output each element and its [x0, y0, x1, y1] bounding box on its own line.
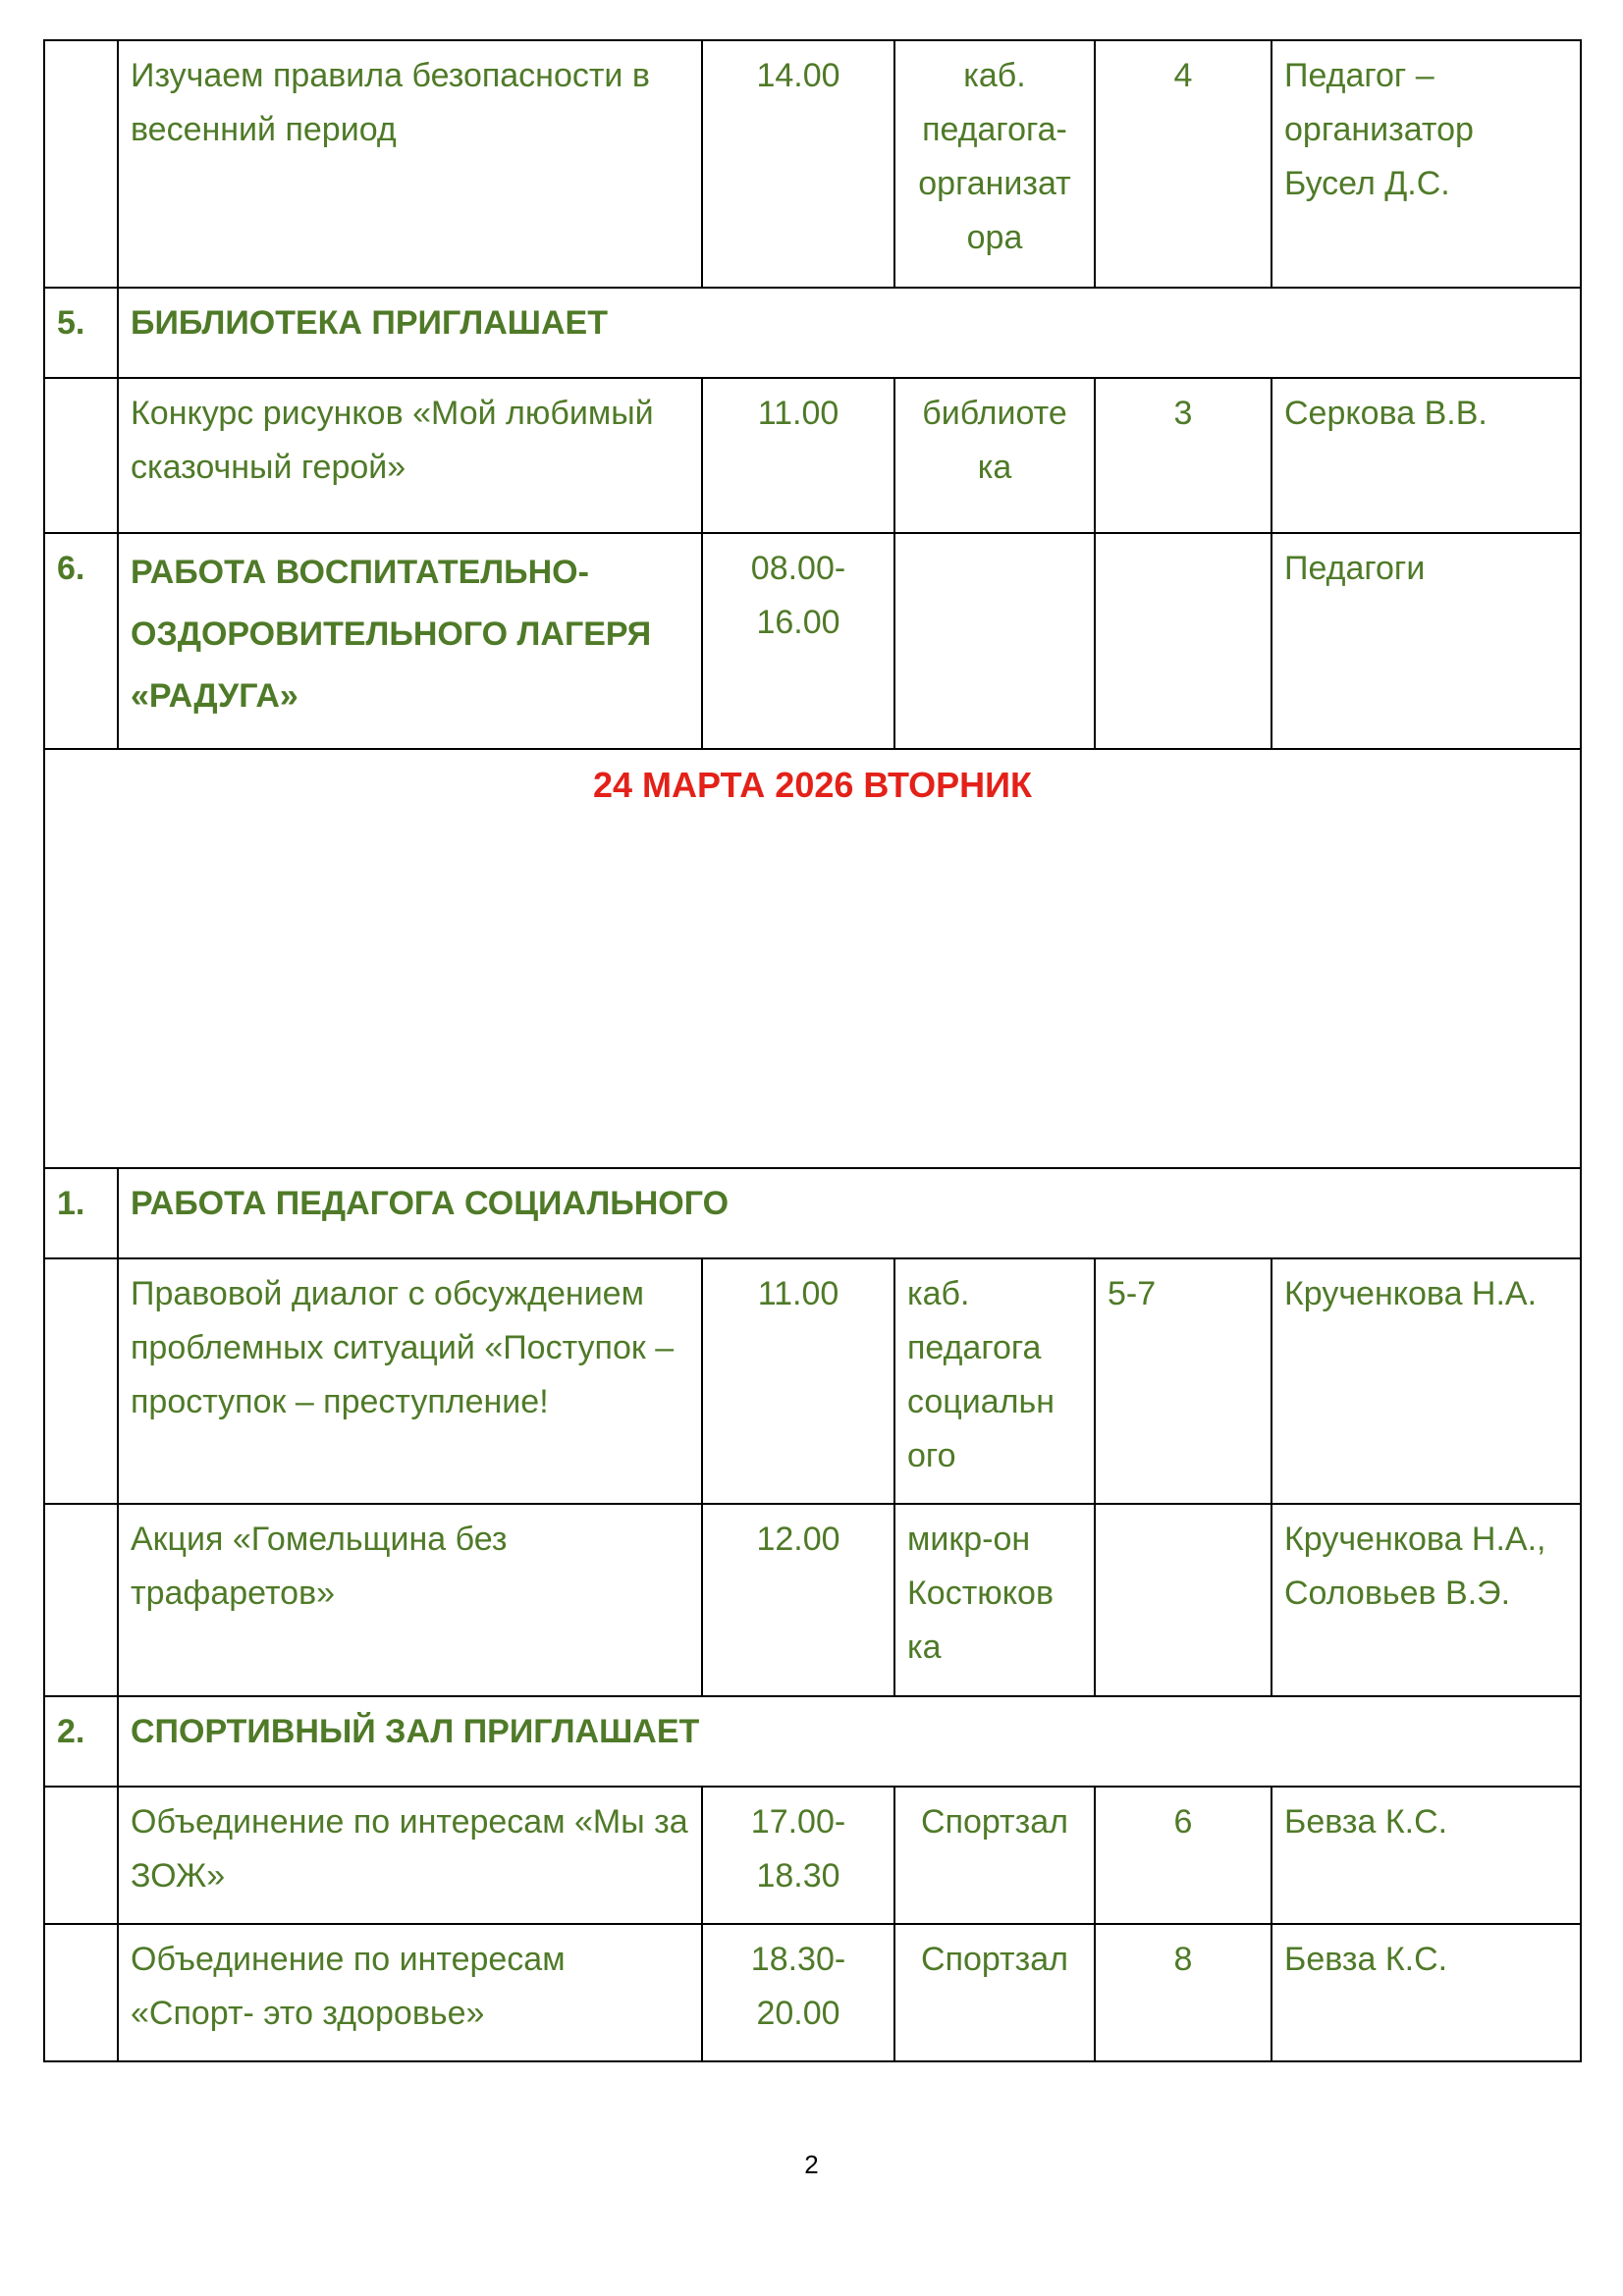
section-number: 6. [44, 533, 118, 749]
row-number-cell [44, 40, 118, 288]
event-cell: Конкурс рисунков «Мой любимый сказочный герой» [118, 378, 702, 533]
event-cell: Изучаем правила безопасности в весенний период [118, 40, 702, 288]
section-number: 2. [44, 1696, 118, 1787]
grade-cell: 6 [1095, 1787, 1271, 1924]
section-number: 5. [44, 288, 118, 378]
responsible-cell: Крученкова Н.А., Соловьев В.Э. [1271, 1504, 1581, 1696]
table-row [44, 378, 1581, 533]
responsible-cell: Педагоги [1271, 533, 1581, 749]
table-row [44, 1924, 1581, 2061]
page-number: 2 [804, 2150, 819, 2179]
time-cell: 17.00-18.30 [702, 1787, 894, 1924]
time-cell: 11.00 [702, 378, 894, 533]
event-cell: Объединение по интересам «Спорт- это здоровье» [118, 1924, 702, 2061]
section-title: РАБОТА ПЕДАГОГА СОЦИАЛЬНОГО [118, 1168, 1581, 1258]
table-row [44, 1258, 1581, 1504]
row-number-cell [44, 378, 118, 533]
place-cell: Спортзал [894, 1924, 1095, 2061]
grade-cell: 4 [1095, 40, 1271, 288]
grade-cell [1095, 533, 1271, 749]
grade-cell [1095, 1504, 1271, 1696]
place-cell: библиоте ка [894, 378, 1095, 533]
row-number-cell [44, 1924, 118, 2061]
section-row [44, 1168, 1581, 1258]
section-title: СПОРТИВНЫЙ ЗАЛ ПРИГЛАШАЕТ [118, 1696, 1581, 1787]
place-cell: микр-он Костюков ка [894, 1504, 1095, 1696]
section-row [44, 1696, 1581, 1787]
date-heading: 24 МАРТА 2026 ВТОРНИК [593, 765, 1032, 805]
table-row [44, 1787, 1581, 1924]
event-cell: Акция «Гомельщина без трафаретов» [118, 1504, 702, 1696]
responsible-cell: Крученкова Н.А. [1271, 1258, 1581, 1504]
schedule-table [43, 39, 1582, 2062]
place-cell: Спортзал [894, 1787, 1095, 1924]
grade-cell: 8 [1095, 1924, 1271, 2061]
place-cell: каб. педагога-организат ора [894, 40, 1095, 288]
table-row [44, 1504, 1581, 1696]
time-cell: 18.30-20.00 [702, 1924, 894, 2061]
section-row [44, 533, 1581, 749]
responsible-cell: Педагог – организатор Бусел Д.С. [1271, 40, 1581, 288]
event-cell: Объединение по интересам «Мы за ЗОЖ» [118, 1787, 702, 1924]
row-number-cell [44, 1258, 118, 1504]
grade-cell: 3 [1095, 378, 1271, 533]
section-title: БИБЛИОТЕКА ПРИГЛАШАЕТ [118, 288, 1581, 378]
table-row [44, 40, 1581, 288]
row-number-cell [44, 1787, 118, 1924]
date-row [44, 749, 1581, 1168]
responsible-cell: Серкова В.В. [1271, 378, 1581, 533]
date-heading-cell [44, 749, 1581, 1168]
time-cell: 08.00-16.00 [702, 533, 894, 749]
time-cell: 12.00 [702, 1504, 894, 1696]
time-cell: 14.00 [702, 40, 894, 288]
row-number-cell [44, 1504, 118, 1696]
responsible-cell: Бевза К.С. [1271, 1924, 1581, 2061]
section-number: 1. [44, 1168, 118, 1258]
responsible-cell: Бевза К.С. [1271, 1787, 1581, 1924]
grade-cell: 5-7 [1095, 1258, 1271, 1504]
place-cell [894, 533, 1095, 749]
time-cell: 11.00 [702, 1258, 894, 1504]
section-title: РАБОТА ВОСПИТАТЕЛЬНО-ОЗДОРОВИТЕЛЬНОГО ЛАГЕРЯ «РАДУГА» [118, 533, 702, 749]
event-cell: Правовой диалог с обсуждением проблемных ситуаций «Поступок – проступок – преступление! [118, 1258, 702, 1504]
section-row [44, 288, 1581, 378]
place-cell: каб. педагога социальн ого [894, 1258, 1095, 1504]
